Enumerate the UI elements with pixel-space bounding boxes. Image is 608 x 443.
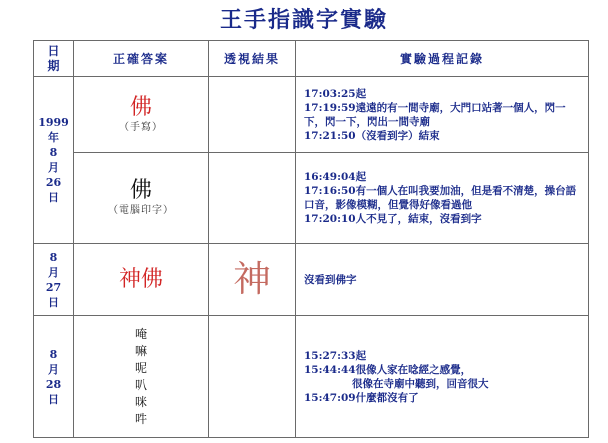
mantra-char: 咪: [134, 394, 147, 409]
answer-char-printed: 佛: [129, 178, 152, 203]
result-char-seen: 神: [233, 258, 271, 300]
mantra-char: 唵: [134, 326, 147, 341]
log-cell: [296, 153, 589, 244]
log-cell: [296, 77, 589, 153]
log-line: 17:19:59遠遠的有一間寺廟，大門口站著一個人，閃一下，閃一下，閃出一間寺廟: [304, 101, 566, 128]
header-result: 透視結果: [209, 41, 296, 77]
table-row: [34, 77, 589, 153]
page-title: 王手指識字實驗: [219, 7, 388, 33]
date-line: 8: [49, 146, 58, 159]
date-line: 8: [49, 250, 58, 264]
date-line: 年: [48, 131, 59, 144]
log-line: 很像在寺廟中聽到，回音很大: [352, 377, 489, 390]
date-line: 28: [45, 377, 62, 391]
mantra-char: 吽: [134, 411, 147, 426]
date-cell-1999-8-26: [34, 77, 74, 244]
date-line: 1999: [38, 116, 69, 129]
date-line: 日: [48, 191, 59, 204]
log-cell: [296, 316, 589, 438]
log-line: 17:21:50（沒看到字）結束: [304, 129, 440, 142]
answer-note: （電腦印字）: [108, 205, 174, 216]
table-row: [34, 244, 589, 316]
answer-note: （手寫）: [119, 121, 163, 133]
date-cell-8-27: [34, 244, 74, 316]
date-line: 月: [48, 265, 59, 279]
date-line: 日: [48, 392, 59, 406]
header-answer: 正確答案: [74, 41, 209, 77]
date-line: 日: [48, 295, 59, 309]
mantra-char: 嘛: [134, 343, 147, 358]
answer-cell: [74, 316, 209, 438]
mantra-char: 叭: [134, 377, 147, 392]
log-line: 沒看到佛字: [304, 273, 357, 286]
log-line: 17:03:25起: [304, 87, 367, 100]
date-line: 26: [45, 176, 62, 189]
result-cell: [209, 77, 296, 153]
result-cell: [209, 244, 296, 316]
result-cell: [209, 316, 296, 438]
header-row: [34, 41, 589, 77]
log-line: 17:16:50有一個人在叫我要加油，但是看不清楚，操台語口音，影像模糊，但覺得好像看過他: [304, 185, 577, 211]
log-line: 15:47:09什麼都沒有了: [304, 391, 419, 404]
answer-cell: [74, 244, 209, 316]
answer-char-shenfo: 神佛: [118, 266, 163, 292]
date-line: 27: [45, 280, 62, 294]
answer-cell: [74, 153, 209, 244]
header-date-line2: 期: [47, 58, 60, 73]
answer-cell: [74, 77, 209, 153]
mantra-char: 呢: [134, 360, 147, 375]
answer-char-handwritten: 佛: [129, 94, 152, 120]
result-cell: [209, 153, 296, 244]
header-log: 實驗過程記錄: [296, 41, 589, 77]
table-row: [34, 316, 589, 438]
log-line: 16:49:04起: [304, 171, 367, 183]
log-line: 15:44:44很像人家在唸經之感覺，: [304, 363, 472, 376]
date-line: 月: [48, 161, 59, 174]
date-line: 月: [48, 362, 59, 376]
header-date: [34, 41, 74, 77]
log-cell: [296, 244, 589, 316]
log-line: 17:20:10人不見了，結束，沒看到字: [304, 213, 482, 225]
header-date-line1: 日: [47, 43, 60, 58]
date-cell-8-28: [34, 316, 74, 438]
table-row: [34, 153, 589, 244]
date-line: 8: [49, 347, 58, 361]
log-line: 15:27:33起: [304, 349, 367, 362]
experiment-table: [33, 40, 589, 438]
